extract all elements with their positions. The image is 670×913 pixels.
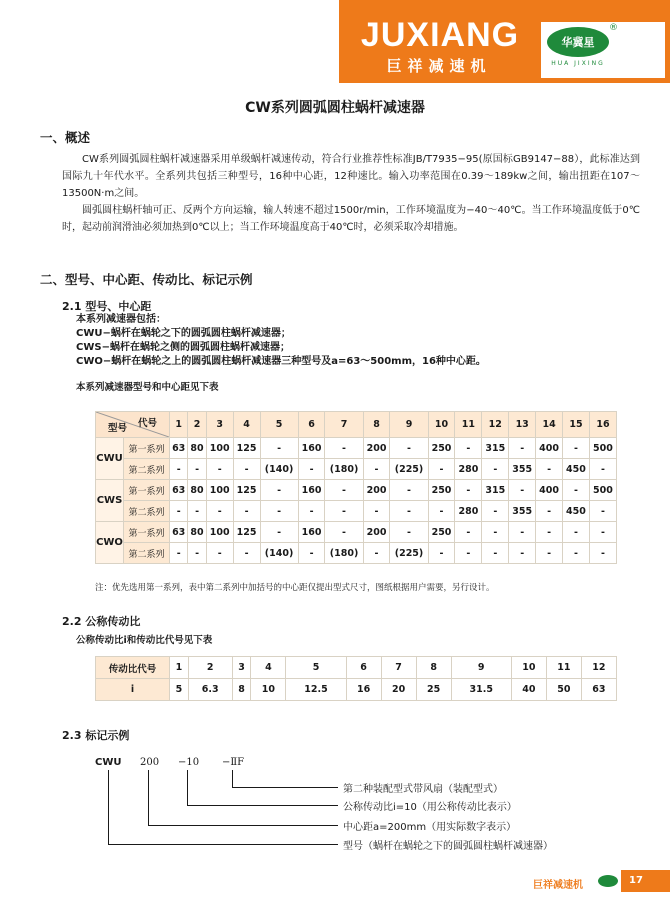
overview-paragraph-1: CW系列圆弧圆柱蜗杆减速器采用单级蜗杆减速传动，符合行业推荐性标准JB/T7935−95(原国标GB9147−88），此标准达到国际九十年代水平。全系列共包括三种型号，16种中心距，12种速比。输入功率范围在0.39～189kw之间，输出扭距在107～13500N·m之间。	[62, 154, 640, 199]
code-header-cell: 1	[170, 412, 188, 438]
center-distance-cell: -	[390, 522, 428, 543]
ratio-value-cell: 12.5	[286, 679, 346, 701]
center-distance-cell: 63	[170, 480, 188, 501]
center-distance-cell: 80	[188, 480, 206, 501]
table-row	[96, 459, 617, 480]
section-2-heading: 二、型号、中心距、传动比、标记示例	[40, 272, 253, 287]
center-distance-cell: -	[170, 501, 188, 522]
mark-model-code: CWU	[95, 757, 122, 768]
ratio-code-cell: 8	[416, 657, 451, 679]
center-distance-cell: (180)	[325, 543, 363, 564]
ratio-code-cell: 6	[346, 657, 381, 679]
center-distance-cell: -	[589, 543, 616, 564]
center-distance-cell: -	[298, 501, 325, 522]
center-distance-cell: -	[509, 438, 536, 459]
ratio-code-cell: 10	[511, 657, 546, 679]
model-cell: CWO	[96, 522, 124, 564]
center-distance-cell: 63	[170, 522, 188, 543]
center-distance-cell: -	[206, 501, 233, 522]
center-distance-cell: -	[563, 438, 590, 459]
center-distance-cell: -	[325, 480, 363, 501]
center-distance-cell: -	[482, 459, 509, 480]
center-distance-cell: 400	[536, 438, 563, 459]
center-distance-cell: -	[428, 543, 455, 564]
center-distance-cell: 100	[206, 522, 233, 543]
center-distance-cell: -	[536, 459, 563, 480]
center-distance-cell: (225)	[390, 543, 428, 564]
table-row	[96, 438, 617, 459]
connector-line-model	[108, 770, 109, 844]
code-header-cell: 10	[428, 412, 455, 438]
center-distance-cell: -	[589, 459, 616, 480]
center-distance-cell: -	[325, 501, 363, 522]
center-distance-cell: -	[390, 501, 428, 522]
center-distance-cell: -	[509, 543, 536, 564]
code-header-cell: 7	[325, 412, 363, 438]
logo-text: 华冀星	[561, 36, 595, 49]
center-distance-cell: -	[536, 522, 563, 543]
ratio-code-cell: 2	[188, 657, 232, 679]
center-distance-cell: -	[363, 459, 390, 480]
center-distance-cell: 315	[482, 480, 509, 501]
center-distance-cell: -	[390, 480, 428, 501]
table-row	[96, 480, 617, 501]
center-distance-cell: -	[563, 522, 590, 543]
code-header-cell: 14	[536, 412, 563, 438]
center-distance-cell: -	[188, 459, 206, 480]
center-distance-cell: 160	[298, 480, 325, 501]
center-distance-cell: 250	[428, 480, 455, 501]
table-header-row	[96, 412, 617, 438]
code-header-cell: 16	[589, 412, 616, 438]
center-distance-cell: -	[482, 543, 509, 564]
code-header-cell: 11	[455, 412, 482, 438]
center-distance-cell: -	[170, 459, 188, 480]
ratio-value-cell: 8	[232, 679, 251, 701]
center-distance-cell: (180)	[325, 459, 363, 480]
model-cws-line: CWS−蜗杆在蜗轮之侧的圆弧圆柱蜗杆减速器；	[76, 342, 290, 353]
series-cell: 第一系列	[124, 438, 170, 459]
ratio-value-cell: 40	[511, 679, 546, 701]
code-header-cell: 12	[482, 412, 509, 438]
model-cell: CWU	[96, 438, 124, 480]
code-header-cell: 6	[298, 412, 325, 438]
center-distance-cell: 355	[509, 459, 536, 480]
center-distance-cell: -	[589, 501, 616, 522]
center-distance-cell: 400	[536, 480, 563, 501]
ratio-code-row	[96, 657, 617, 679]
ratio-value-cell: 5	[170, 679, 189, 701]
connector-line-assembly-h	[232, 787, 338, 788]
connector-line-distance-h	[148, 825, 338, 826]
center-distance-cell: -	[428, 459, 455, 480]
code-header-cell: 15	[563, 412, 590, 438]
table-note: 注：优先选用第一系列，表中第二系列中加括号的中心距仅提出型式尺寸，图纸根据用户需要，另行设计。	[95, 583, 495, 593]
center-distance-cell: 160	[298, 522, 325, 543]
series-cell: 第一系列	[124, 480, 170, 501]
center-distance-cell: 200	[363, 438, 390, 459]
center-distance-cell: -	[455, 522, 482, 543]
ratio-value-cell: 50	[546, 679, 581, 701]
connector-line-model-h	[108, 844, 338, 845]
model-intro-line: 本系列减速器包括：	[76, 314, 166, 325]
center-distance-cell: 315	[482, 438, 509, 459]
ratio-code-cell: 7	[381, 657, 416, 679]
table-row	[96, 522, 617, 543]
corner-label-model: 型号	[108, 423, 128, 434]
center-distance-cell: 355	[509, 501, 536, 522]
center-distance-cell: 280	[455, 501, 482, 522]
center-distance-cell: 125	[233, 438, 260, 459]
mark-center-distance: 200	[140, 757, 160, 768]
center-distance-cell: -	[260, 501, 298, 522]
center-distance-cell: -	[233, 501, 260, 522]
ratio-table-caption: 公称传动比i和传动比代号见下表	[76, 635, 213, 646]
center-distance-cell: 200	[363, 522, 390, 543]
connector-line-distance	[148, 770, 149, 825]
center-distance-cell: 80	[188, 438, 206, 459]
subsection-2-1-heading: 2.1 型号、中心距	[62, 300, 152, 313]
code-header-cell: 4	[233, 412, 260, 438]
center-distance-cell: -	[509, 522, 536, 543]
ratio-code-label: 传动比代号	[96, 657, 170, 679]
center-distance-cell: -	[260, 480, 298, 501]
page-number: 17	[621, 870, 670, 892]
center-distance-cell: -	[563, 543, 590, 564]
center-distance-cell: 500	[589, 480, 616, 501]
center-distance-cell: 80	[188, 522, 206, 543]
center-distance-cell: -	[206, 543, 233, 564]
code-header-cell: 5	[260, 412, 298, 438]
logo-icon	[547, 27, 609, 57]
center-distance-cell: -	[455, 480, 482, 501]
corner-label-code: 代号	[137, 418, 157, 429]
mark-desc-model: 型号（蜗杆在蜗轮之下的圆弧圆柱蜗杆减速器）	[343, 841, 553, 852]
mark-ratio-code: −10	[178, 757, 200, 768]
center-distance-cell: -	[536, 543, 563, 564]
ratio-value-cell: 31.5	[451, 679, 511, 701]
brand-name: JUXIANG	[360, 16, 520, 54]
page-title: CW系列圆弧圆柱蜗杆减速器	[245, 100, 425, 116]
center-distance-table	[95, 411, 617, 564]
section-1-heading: 一、概述	[40, 130, 91, 145]
center-distance-cell: -	[260, 522, 298, 543]
ratio-value-cell: 16	[346, 679, 381, 701]
table-row	[96, 543, 617, 564]
ratio-value-cell: 25	[416, 679, 451, 701]
center-distance-cell: 63	[170, 438, 188, 459]
ratio-value-cell: 20	[381, 679, 416, 701]
ratio-code-cell: 4	[251, 657, 286, 679]
center-distance-cell: -	[363, 543, 390, 564]
center-distance-cell: -	[536, 501, 563, 522]
subsection-2-3-heading: 2.3 标记示例	[62, 729, 130, 742]
center-distance-cell: (225)	[390, 459, 428, 480]
logo-english: HUA JIXING	[551, 60, 605, 67]
center-distance-cell: -	[482, 501, 509, 522]
ratio-code-cell: 5	[286, 657, 346, 679]
center-distance-table-caption: 本系列减速器型号和中心距见下表	[76, 382, 219, 393]
center-distance-cell: -	[455, 543, 482, 564]
center-distance-cell: -	[509, 480, 536, 501]
center-distance-cell: 200	[363, 480, 390, 501]
center-distance-cell: 160	[298, 438, 325, 459]
code-header-cell: 13	[509, 412, 536, 438]
center-distance-cell: 450	[563, 459, 590, 480]
ratio-i-label: i	[96, 679, 170, 701]
center-distance-cell: -	[589, 522, 616, 543]
connector-line-assembly	[232, 770, 233, 787]
connector-line-ratio-h	[187, 805, 338, 806]
ratio-code-cell: 12	[581, 657, 616, 679]
center-distance-cell: 125	[233, 480, 260, 501]
code-header-cell: 3	[206, 412, 233, 438]
center-distance-cell: -	[325, 438, 363, 459]
center-distance-cell: -	[298, 543, 325, 564]
center-distance-cell: -	[188, 543, 206, 564]
ratio-value-row	[96, 679, 617, 701]
mark-assembly-code: −ⅡF	[222, 757, 245, 768]
center-distance-cell: -	[188, 501, 206, 522]
table-corner-cell	[96, 412, 170, 438]
center-distance-cell: -	[233, 459, 260, 480]
model-cwo-line: CWO−蜗杆在蜗轮之上的圆弧圆柱蜗杆减速器三种型号及a=63～500mm，16种中心距。	[76, 356, 486, 367]
mark-desc-ratio: 公称传动比i=10（用公称传动比表示）	[343, 802, 517, 813]
center-distance-cell: (140)	[260, 459, 298, 480]
series-cell: 第二系列	[124, 459, 170, 480]
subsection-2-2-heading: 2.2 公称传动比	[62, 615, 141, 628]
ratio-code-cell: 3	[232, 657, 251, 679]
footer-logo-icon	[598, 875, 618, 887]
ratio-value-cell: 10	[251, 679, 286, 701]
center-distance-cell: 250	[428, 522, 455, 543]
ratio-value-cell: 63	[581, 679, 616, 701]
mark-desc-distance: 中心距a=200mm（用实际数字表示）	[343, 822, 517, 833]
center-distance-cell: 500	[589, 438, 616, 459]
code-header-cell: 8	[363, 412, 390, 438]
series-cell: 第一系列	[124, 522, 170, 543]
center-distance-cell: 250	[428, 438, 455, 459]
center-distance-cell: -	[206, 459, 233, 480]
ratio-code-cell: 1	[170, 657, 189, 679]
center-distance-cell: -	[455, 438, 482, 459]
ratio-code-cell: 9	[451, 657, 511, 679]
brand-name-cn: 巨祥减速机	[386, 57, 492, 75]
code-header-cell: 2	[188, 412, 206, 438]
center-distance-cell: -	[563, 480, 590, 501]
center-distance-cell: -	[233, 543, 260, 564]
registered-mark: ®	[609, 23, 618, 33]
center-distance-cell: -	[298, 459, 325, 480]
ratio-value-cell: 6.3	[188, 679, 232, 701]
ratio-code-cell: 11	[546, 657, 581, 679]
corner-diagonal	[96, 412, 169, 437]
mark-desc-assembly: 第二种装配型式带风扇（装配型式）	[343, 784, 503, 795]
model-cell: CWS	[96, 480, 124, 522]
center-distance-cell: -	[260, 438, 298, 459]
center-distance-cell: 100	[206, 438, 233, 459]
center-distance-cell: -	[325, 522, 363, 543]
connector-line-ratio	[187, 770, 188, 805]
center-distance-cell: 280	[455, 459, 482, 480]
ratio-table	[95, 656, 617, 701]
series-cell: 第二系列	[124, 543, 170, 564]
code-header-cell: 9	[390, 412, 428, 438]
center-distance-cell: -	[170, 543, 188, 564]
overview-paragraph-2: 圆弧圆柱蜗杆轴可正、反两个方向运输，输人转速不超过1500r/min，工作环境温度为−40～40℃。当工作环境温度低于0℃时，起动前润滑油必须加热到0℃以上；当工作环境温度高于40℃时，必须采取冷却措施。	[62, 205, 640, 233]
footer-brand: 巨祥减速机	[533, 880, 583, 891]
center-distance-cell: -	[363, 501, 390, 522]
center-distance-cell: -	[428, 501, 455, 522]
center-distance-cell: 100	[206, 480, 233, 501]
center-distance-cell: 125	[233, 522, 260, 543]
center-distance-cell: -	[482, 522, 509, 543]
center-distance-cell: -	[390, 438, 428, 459]
table-row	[96, 501, 617, 522]
series-cell: 第二系列	[124, 501, 170, 522]
model-cwu-line: CWU−蜗杆在蜗轮之下的圆弧圆柱蜗杆减速器；	[76, 328, 291, 339]
center-distance-cell: 450	[563, 501, 590, 522]
center-distance-cell: (140)	[260, 543, 298, 564]
